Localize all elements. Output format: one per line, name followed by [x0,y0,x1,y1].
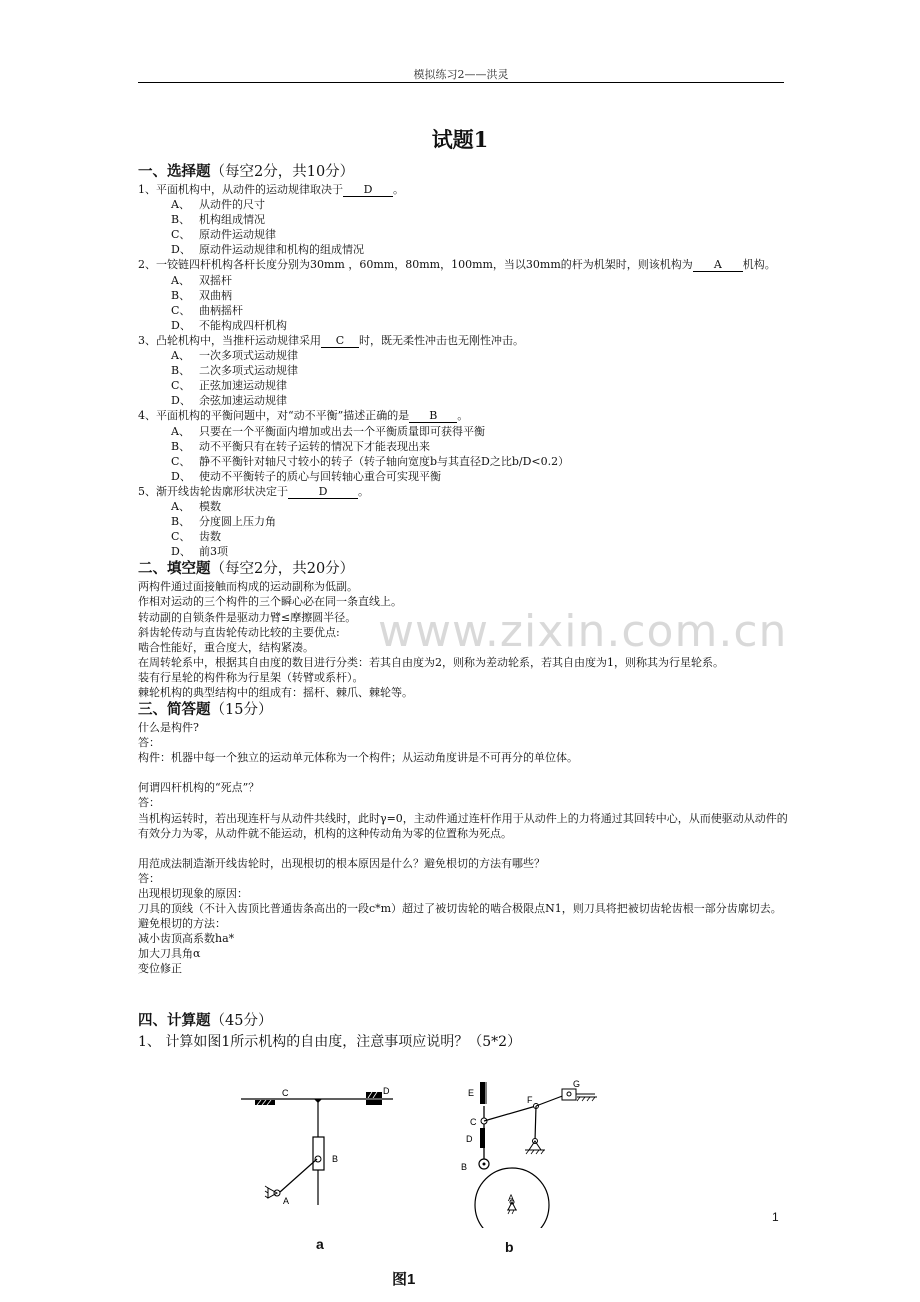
mechanism-diagram-b [455,1078,605,1228]
option-text: 使动不平衡转子的质心与回转轴心重合可实现平衡 [199,469,441,483]
option-text: 正弦加速运动规律 [199,379,287,393]
answer-line: 出现根切现象的原因： [138,886,248,900]
option-item [138,227,788,242]
option-text: 曲柄摇杆 [199,303,243,317]
option-letter: B、 [171,364,191,378]
header-rule [138,82,784,83]
label-e-b: E [468,1088,475,1098]
running-header: 模拟练习2——洪灵 [413,68,509,81]
label-g-b: G [573,1079,581,1089]
answer-line: 用范成法制造渐开线齿轮时，出现根切的根本原因是什么？避免根切的方法有哪些？ [138,856,545,870]
question-stem [138,182,788,197]
page-title: 试题1 [431,127,489,152]
question-tail: 。 [457,409,469,423]
option-letter: B、 [171,213,191,227]
answer-line: 刀具的顶线（不计入齿顶比普通齿条高出的一段c*m）超过了被切齿轮的啮合极限点N1，则刀具将把被切齿轮齿根一部分齿廓切去。 [138,902,782,916]
option-text: 原动件运动规律 [199,228,276,242]
question-stem [138,484,788,499]
option-text: 静不平衡针对轴尺寸较小的转子（转子轴向宽度b与其直径D之比b/D<0.2） [199,454,570,468]
answer-line: 当机构运转时，若出现连杆与从动件共线时，此时γ=0，主动件通过连杆作用于从动件上的力将通过其回转中心，从而使驱动从动件的有效分力为零，从动件就不能运动，机构的这种传动角为零的位置称为死点。 [138,811,788,840]
fill-line: 啮合性能好，重合度大，结构紧凑。 [138,640,314,654]
option-text: 前3项 [199,545,228,559]
option-item [138,197,788,212]
option-text: 模数 [199,499,221,513]
section-calc-heading: 四、计算题（45分） [138,1011,273,1029]
option-item [138,469,788,484]
short-answer-q3 [138,856,788,977]
option-letter: B、 [171,439,191,453]
question-tail: 。 [358,484,369,498]
option-text: 双摇杆 [199,273,232,287]
label-a-b: A [508,1193,515,1203]
option-letter: C、 [171,228,191,242]
option-text: 只要在一个平衡面内增加或出去一个平衡质量即可获得平衡 [199,424,485,438]
option-text: 齿数 [199,530,221,544]
answer-blank: B [409,410,457,423]
fill-line: 装有行星轮的构件称为行星架（转臂或系杆）。 [138,670,364,684]
option-item [138,348,788,363]
option-letter: C、 [171,379,191,393]
question-text: 2、一铰链四杆机构各杆长度分别为30mm ，60mm，80mm，100mm，当以30mm的杆为机架时，则该机构为 [138,258,693,272]
answer-line: 答： [138,871,160,885]
option-text: 双曲柄 [199,288,232,302]
answer-blank: C [321,335,359,348]
section-fill-heading: 二、填空题（每空2分，共20分） [138,560,355,578]
option-letter: D、 [171,469,191,483]
answer-line: 避免根切的方法： [138,917,226,931]
page-number: 1 [772,1210,779,1224]
option-text: 分度圆上压力角 [199,515,276,529]
question-tail: 时，既无柔性冲击也无刚性冲击。 [359,333,524,347]
option-item [138,499,788,514]
option-text: 二次多项式运动规律 [199,364,298,378]
option-item [138,242,788,257]
option-item [138,378,788,393]
answer-line: 减小齿顶高系数ha* [138,932,235,946]
figure-caption: 图1 [392,1271,416,1288]
option-text: 不能构成四杆机构 [199,318,287,332]
option-item [138,393,788,408]
answer-line: 什么是构件? [138,721,199,735]
option-text: 动不平衡只有在转子运转的情况下才能表现出来 [199,439,430,453]
short-answer-q1 [138,720,788,765]
option-letter: D、 [171,243,191,257]
option-letter: D、 [171,318,191,332]
option-item [138,439,788,454]
fill-line: 在周转轮系中，根据其自由度的数目进行分类：若其自由度为2，则称为差动轮系，若其自由度为1，则称其为行星轮系。 [138,655,724,669]
answer-blank: D [288,486,358,499]
option-text: 余弦加速运动规律 [199,394,287,408]
short-answer-q2 [138,780,788,840]
question-text: 3、凸轮机构中，当推杆运动规律采用 [138,333,321,347]
answer-line: 何谓四杆机构的“死点”？ [138,781,260,795]
fill-line: 棘轮机构的典型结构中的组成有：摇杆、棘爪、棘轮等。 [138,686,413,699]
watermark: www.zixin.com.cn [378,606,788,657]
option-item [138,363,788,378]
label-a-a: A [283,1196,290,1206]
label-d-a: D [383,1086,390,1096]
label-c-a: C [282,1088,289,1098]
fill-line: 转动副的自锁条件是驱动力臂≤摩擦圆半径。 [138,610,357,624]
option-item [138,529,788,544]
answer-line: 构件：机器中每一个独立的运动单元体称为一个构件；从运动角度讲是不可再分的单位体。 [138,751,578,765]
label-f-b: F [527,1095,533,1105]
answer-line: 变位修正 [138,962,182,976]
option-letter: A、 [171,198,190,212]
question-text: 1、平面机构中，从动件的运动规律取决于 [138,183,343,196]
option-text: 一次多项式运动规律 [199,349,298,363]
mechanism-diagram-a [235,1080,405,1215]
choice-questions [138,182,788,559]
answer-line: 加大刀具角α [138,947,201,961]
section-choice-heading: 一、选择题（每空2分，共10分） [138,163,355,180]
figure-caption-b: b [505,1239,514,1255]
option-letter: A、 [171,349,190,363]
option-item [138,454,788,469]
option-item [138,424,788,439]
answer-blank: A [693,259,743,272]
question-stem [138,333,788,348]
fill-line: 两构件通过面接触而构成的运动副称为低副。 [138,580,358,594]
label-c-b: C [470,1117,477,1127]
calc-question-1: 1、 计算如图1所示机构的自由度，注意事项应说明？（5*2） [138,1033,522,1050]
label-d-b: D [466,1134,473,1144]
answer-blank: D [343,184,393,197]
option-letter: C、 [171,303,191,317]
option-text: 原动件运动规律和机构的组成情况 [199,243,364,257]
option-letter: B、 [171,515,191,529]
option-item [138,318,788,333]
option-letter: A、 [171,424,190,438]
question-tail: 机构。 [742,258,776,272]
question-tail: 。 [393,183,404,196]
option-letter: D、 [171,394,191,408]
label-b-a: B [332,1154,339,1164]
label-b-b: B [461,1162,468,1172]
answer-line: 答： [138,796,160,810]
question-text: 4、平面机构的平衡问题中，对“动不平衡”描述正确的是 [138,409,410,423]
fill-line: 斜齿轮传动与直齿轮传动比较的主要优点: [138,625,340,639]
option-letter: D、 [171,545,191,559]
question-text: 5、渐开线齿轮齿廓形状决定于 [138,484,288,498]
section-short-answer-heading: 三、简答题（15分） [138,701,273,719]
option-letter: C、 [171,454,191,468]
option-item [138,303,788,318]
fill-line: 作相对运动的三个构件的三个瞬心必在同一条直线上。 [138,595,402,609]
question-stem [138,408,788,423]
option-item [138,273,788,288]
option-letter: A、 [171,499,190,513]
option-item [138,212,788,227]
option-text: 机构组成情况 [199,213,265,227]
option-letter: A、 [171,273,190,287]
figure-caption-a: a [316,1236,324,1252]
option-letter: B、 [171,288,191,302]
option-item [138,514,788,529]
option-letter: C、 [171,530,191,544]
question-stem [138,257,788,272]
answer-line: 答： [138,736,160,750]
option-item [138,544,788,559]
option-item [138,288,788,303]
option-text: 从动件的尺寸 [199,198,265,212]
